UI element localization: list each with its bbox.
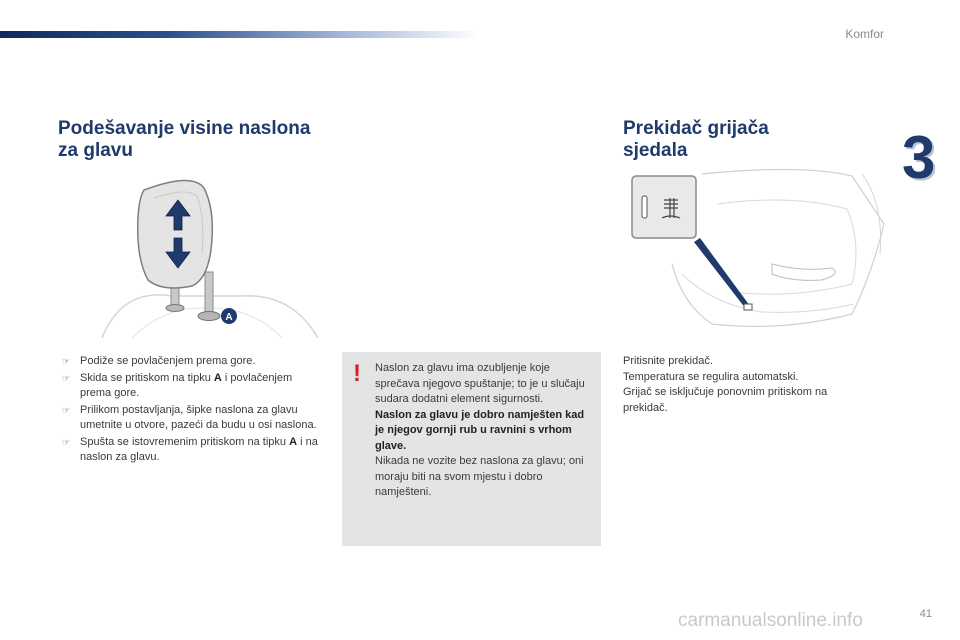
watermark: carmanualsonline.info <box>678 610 863 631</box>
seat-heater-title: Prekidač grijača sjedala <box>623 118 769 161</box>
headrest-rod-right <box>205 272 213 316</box>
pointer-line-icon <box>694 238 750 309</box>
instruction-line: Pritisnite prekidač. <box>623 355 713 367</box>
step-item: ☞ Prilikom postavljanja, šipke naslona za glavu umetnite u otvore, pazeći da budu u osi naslona. <box>62 403 317 431</box>
headrest-steps <box>62 354 326 467</box>
step-item: ☞ Podiže se povlačenjem prema gore. <box>62 354 326 370</box>
headrest-cushion <box>138 180 213 288</box>
chapter-number: 3 <box>902 124 936 191</box>
button-a <box>198 312 220 321</box>
headrest-illustration <box>92 168 328 344</box>
step-item: ☞ Skida se pritiskom na tipku A i povlačenjem prema gore. <box>62 371 293 399</box>
header-gradient-bar <box>0 31 480 38</box>
label-a-text: A <box>225 312 233 323</box>
heater-switch-on-seat <box>744 304 752 310</box>
warning-icon: ! <box>353 360 361 387</box>
warning-paragraph: Naslon za glavu ima ozubljenje koje sprečava njegovo spuštanje; to je u slučaju sudara dodatni element sigurnosti. <box>375 362 585 405</box>
pointing-finger-icon: ☞ <box>62 356 71 366</box>
warning-emphasis: Naslon za glavu je dobro namješten kad je njegov gornji rub u ravnini s vrhom glave. <box>375 408 585 452</box>
page-number: 41 <box>919 608 932 620</box>
seat-heater-instructions <box>623 354 863 416</box>
headrest-guide-left <box>166 305 184 312</box>
section-name: Komfor <box>845 27 884 41</box>
pointing-finger-icon: ☞ <box>62 436 71 447</box>
warning-box <box>342 352 601 546</box>
instruction-line: Temperatura se regulira automatski. <box>623 370 799 383</box>
pointing-finger-icon: ☞ <box>62 404 71 415</box>
warning-text <box>375 361 595 501</box>
step-item: ☞ Spušta se istovremenim pritiskom na tipku A i na naslon za glavu. <box>62 435 318 463</box>
instruction-line: Grijač se isključuje ponovnim pritiskom na prekidač. <box>623 386 828 414</box>
warning-paragraph: Nikada ne vozite bez naslona za glavu; oni moraju biti na svom mjestu i dobro namješteni. <box>375 455 584 498</box>
pointing-finger-icon: ☞ <box>62 372 71 383</box>
seat-heater-illustration <box>622 164 890 338</box>
headrest-title: Podešavanje visine naslona za glavu <box>58 118 311 161</box>
